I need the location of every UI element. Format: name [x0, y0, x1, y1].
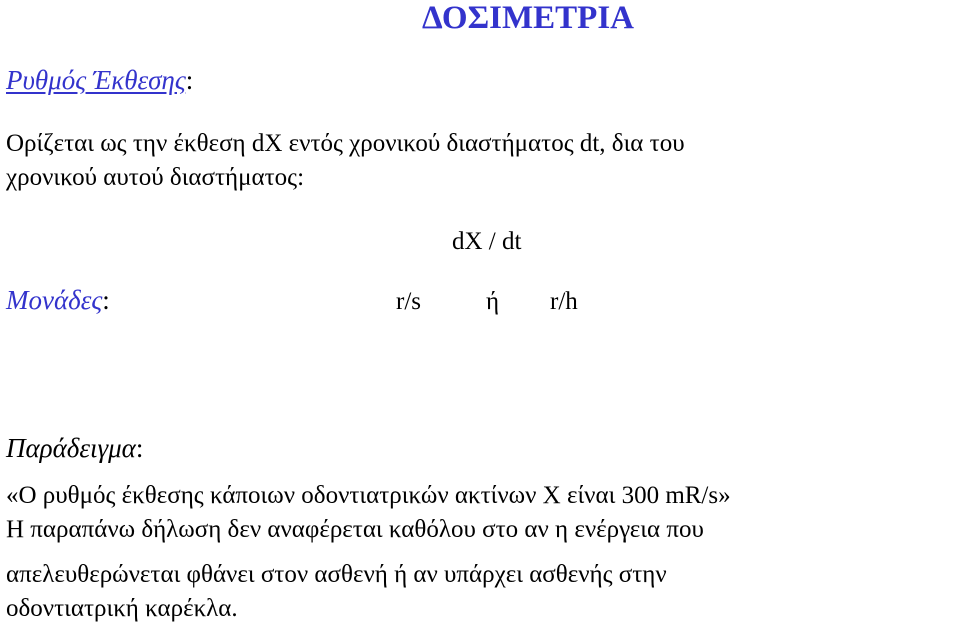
- definition-line-2: χρονικού αυτού διαστήματος:: [6, 164, 305, 191]
- units-heading-label: Μονάδες: [6, 285, 103, 315]
- unit-separator: ή: [486, 288, 500, 315]
- example-line-4: οδοντιατρική καρέκλα.: [6, 595, 238, 622]
- page-title: ΔΟΣΙΜΕΤΡΙΑ: [422, 0, 634, 36]
- example-line-3: απελευθερώνεται φθάνει στον ασθενή ή αν υπάρχει ασθενής στην: [6, 561, 667, 588]
- definition-line-1: Ορίζεται ως την έκθεση dX εντός χρονικού διαστήματος dt, δια του: [6, 130, 685, 157]
- example-heading: [6, 432, 143, 464]
- units-heading: [6, 284, 110, 316]
- example-heading-label: Παράδειγμα: [6, 433, 136, 463]
- unit-rs: r/s: [396, 288, 421, 315]
- example-line-2: Η παραπάνω δήλωση δεν αναφέρεται καθόλου στο αν η ενέργεια που: [6, 516, 704, 543]
- units-heading-colon: :: [102, 285, 110, 315]
- rate-formula: dX / dt: [452, 228, 522, 255]
- unit-rh: r/h: [550, 288, 578, 315]
- example-heading-colon: :: [135, 433, 144, 463]
- exposure-rate-heading: [6, 64, 193, 96]
- exposure-rate-heading-colon: :: [185, 65, 194, 95]
- example-line-1: «Ο ρυθμός έκθεσης κάποιων οδοντιατρικών ακτίνων Χ είναι 300 mR/s»: [6, 482, 731, 509]
- exposure-rate-heading-label: Ρυθμός Έκθεσης: [6, 65, 186, 95]
